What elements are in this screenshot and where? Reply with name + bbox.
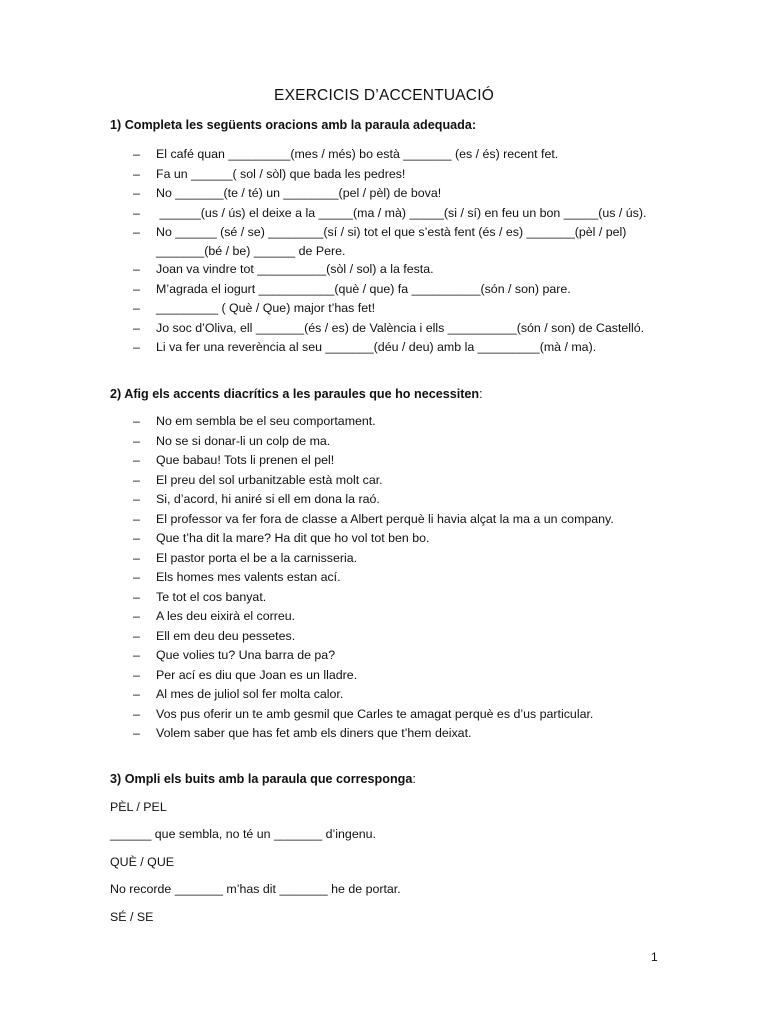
section-1-list (0, 145, 768, 358)
section-3-heading-text: 3) Ompli els buits amb la paraula que corresponga (110, 772, 413, 786)
list-bullet: – (133, 433, 140, 448)
list-item-text: ______(us / ús) el deixe a la _____(ma / mà) _____(si / sí) en feu un bon _____(us / ús). (156, 205, 647, 220)
list-bullet: – (133, 205, 140, 220)
section-2-heading-colon: : (479, 387, 483, 401)
list-bullet: – (133, 726, 140, 740)
list-bullet: – (133, 147, 140, 161)
list-bullet: – (133, 550, 140, 565)
list-item (0, 280, 768, 300)
section-3-heading (110, 772, 416, 786)
list-item (0, 412, 768, 432)
list-item-text: M’agrada el iogurt ___________(què / que) fa __________(són / son) pare. (156, 281, 571, 296)
list-item (0, 451, 768, 471)
list-bullet: – (133, 628, 140, 643)
list-bullet: – (133, 166, 140, 181)
list-item-text: Joan va vindre tot __________(sòl / sol) a la festa. (156, 262, 434, 276)
list-item-text: El professor va fer fora de classe a Albert perquè li havia alçat la ma a un company. (156, 511, 614, 526)
list-item-text: Els homes mes valents estan ací. (156, 570, 341, 584)
list-item (0, 666, 768, 686)
list-bullet: – (133, 667, 140, 682)
section-2-heading (110, 387, 483, 401)
list-item-text: El café quan _________(mes / més) bo està _______ (es / és) recent fet. (156, 147, 559, 161)
list-item-text: Si, d’acord, hi aniré si ell em dona la raó. (156, 492, 380, 506)
list-item (0, 319, 768, 339)
list-bullet: – (133, 320, 140, 335)
list-bullet: – (133, 589, 140, 604)
list-item-text: Li va fer una reverència al seu _______(déu / deu) amb la _________(mà / ma). (156, 340, 597, 354)
list-item (0, 432, 768, 452)
list-item-text: El preu del sol urbanitzable està molt car. (156, 472, 383, 487)
list-bullet: – (133, 648, 140, 662)
section-3-line-pel-sentence: ______ que sembla, no té un _______ d’ingenu. (110, 827, 376, 841)
section-3-line-pel: PÈL / PEL (110, 800, 167, 814)
list-item (0, 338, 768, 358)
list-item (0, 223, 768, 260)
list-item-text: No se si donar-li un colp de ma. (156, 433, 331, 448)
list-item-text: Que babau! Tots li prenen el pel! (156, 453, 335, 467)
list-item (0, 165, 768, 185)
list-item-text: Al mes de juliol sol fer molta calor. (156, 687, 344, 701)
list-bullet: – (133, 706, 140, 721)
list-bullet: – (133, 531, 140, 545)
list-item-text: A les deu eixirà el correu. (156, 609, 296, 623)
list-item (0, 299, 768, 319)
list-item-text: No em sembla be el seu comportament. (156, 414, 376, 428)
list-bullet: – (133, 570, 140, 584)
list-item (0, 627, 768, 647)
section-3-heading-colon: : (412, 772, 416, 786)
list-item-text: Jo soc d’Oliva, ell _______(és / es) de València i ells __________(són / son) de Castelló. (156, 320, 645, 335)
list-bullet: – (133, 453, 140, 467)
list-item-text: El pastor porta el be a la carnisseria. (156, 550, 358, 565)
list-item (0, 685, 768, 705)
list-item (0, 607, 768, 627)
list-item (0, 724, 768, 744)
list-bullet: – (133, 340, 140, 354)
section-1-heading: 1) Completa les següents oracions amb la paraula adequada: (110, 118, 477, 132)
list-item (0, 145, 768, 165)
list-bullet: – (133, 472, 140, 487)
list-item-text: Volem saber que has fet amb els diners que t’hem deixat. (156, 726, 472, 740)
list-item-text: Vos pus oferir un te amb gesmil que Carles te amagat perquè es d’us particular. (156, 706, 594, 721)
list-item-text: Que volies tu? Una barra de pa? (156, 648, 336, 662)
list-item-text: No _______(te / té) un ________(pel / pèl) de bova! (156, 186, 442, 200)
list-item (0, 204, 768, 224)
section-2-list (0, 412, 768, 744)
list-bullet: – (133, 511, 140, 526)
list-bullet: – (133, 609, 140, 623)
list-bullet: – (133, 186, 140, 200)
section-3-line-que: QUÈ / QUE (110, 855, 175, 869)
list-item (0, 588, 768, 608)
list-item (0, 529, 768, 549)
list-item-text: Te tot el cos banyat. (156, 589, 267, 604)
list-item-text: No ______ (sé / se) ________(sí / si) tot el que s’està fent (és / es) _______(pèl / pel) _______(bé / be) ______ de Pere. (156, 225, 630, 258)
list-item-text: _________ ( Què / Que) major t’has fet! (156, 301, 376, 315)
page-title: EXERCICIS D’ACCENTUACIÓ (274, 87, 494, 104)
list-item (0, 646, 768, 666)
list-item (0, 549, 768, 569)
list-item (0, 490, 768, 510)
section-2-heading-text: 2) Afig els accents diacrítics a les paraules que ho necessiten (110, 387, 480, 401)
list-bullet: – (133, 301, 140, 315)
section-3-line-que-sentence: No recorde _______ m’has dit _______ he de portar. (110, 882, 401, 896)
list-item-text: Ell em deu deu pessetes. (156, 628, 296, 643)
list-item (0, 471, 768, 491)
list-item (0, 260, 768, 280)
list-item (0, 705, 768, 725)
list-bullet: – (133, 262, 140, 276)
list-item (0, 510, 768, 530)
list-bullet: – (133, 281, 140, 296)
list-item (0, 184, 768, 204)
list-item-text: Que t’ha dit la mare? Ha dit que ho vol tot ben bo. (156, 531, 430, 545)
list-item (0, 568, 768, 588)
list-bullet: – (133, 687, 140, 701)
section-3-line-se: SÉ / SE (110, 910, 154, 924)
list-bullet: – (133, 225, 140, 239)
list-bullet: – (133, 414, 140, 428)
list-item-text: Fa un ______( sol / sòl) que bada les pedres! (156, 166, 406, 181)
page-number: 1 (651, 950, 658, 964)
list-item-text: Per ací es diu que Joan es un lladre. (156, 667, 358, 682)
list-bullet: – (133, 492, 140, 506)
